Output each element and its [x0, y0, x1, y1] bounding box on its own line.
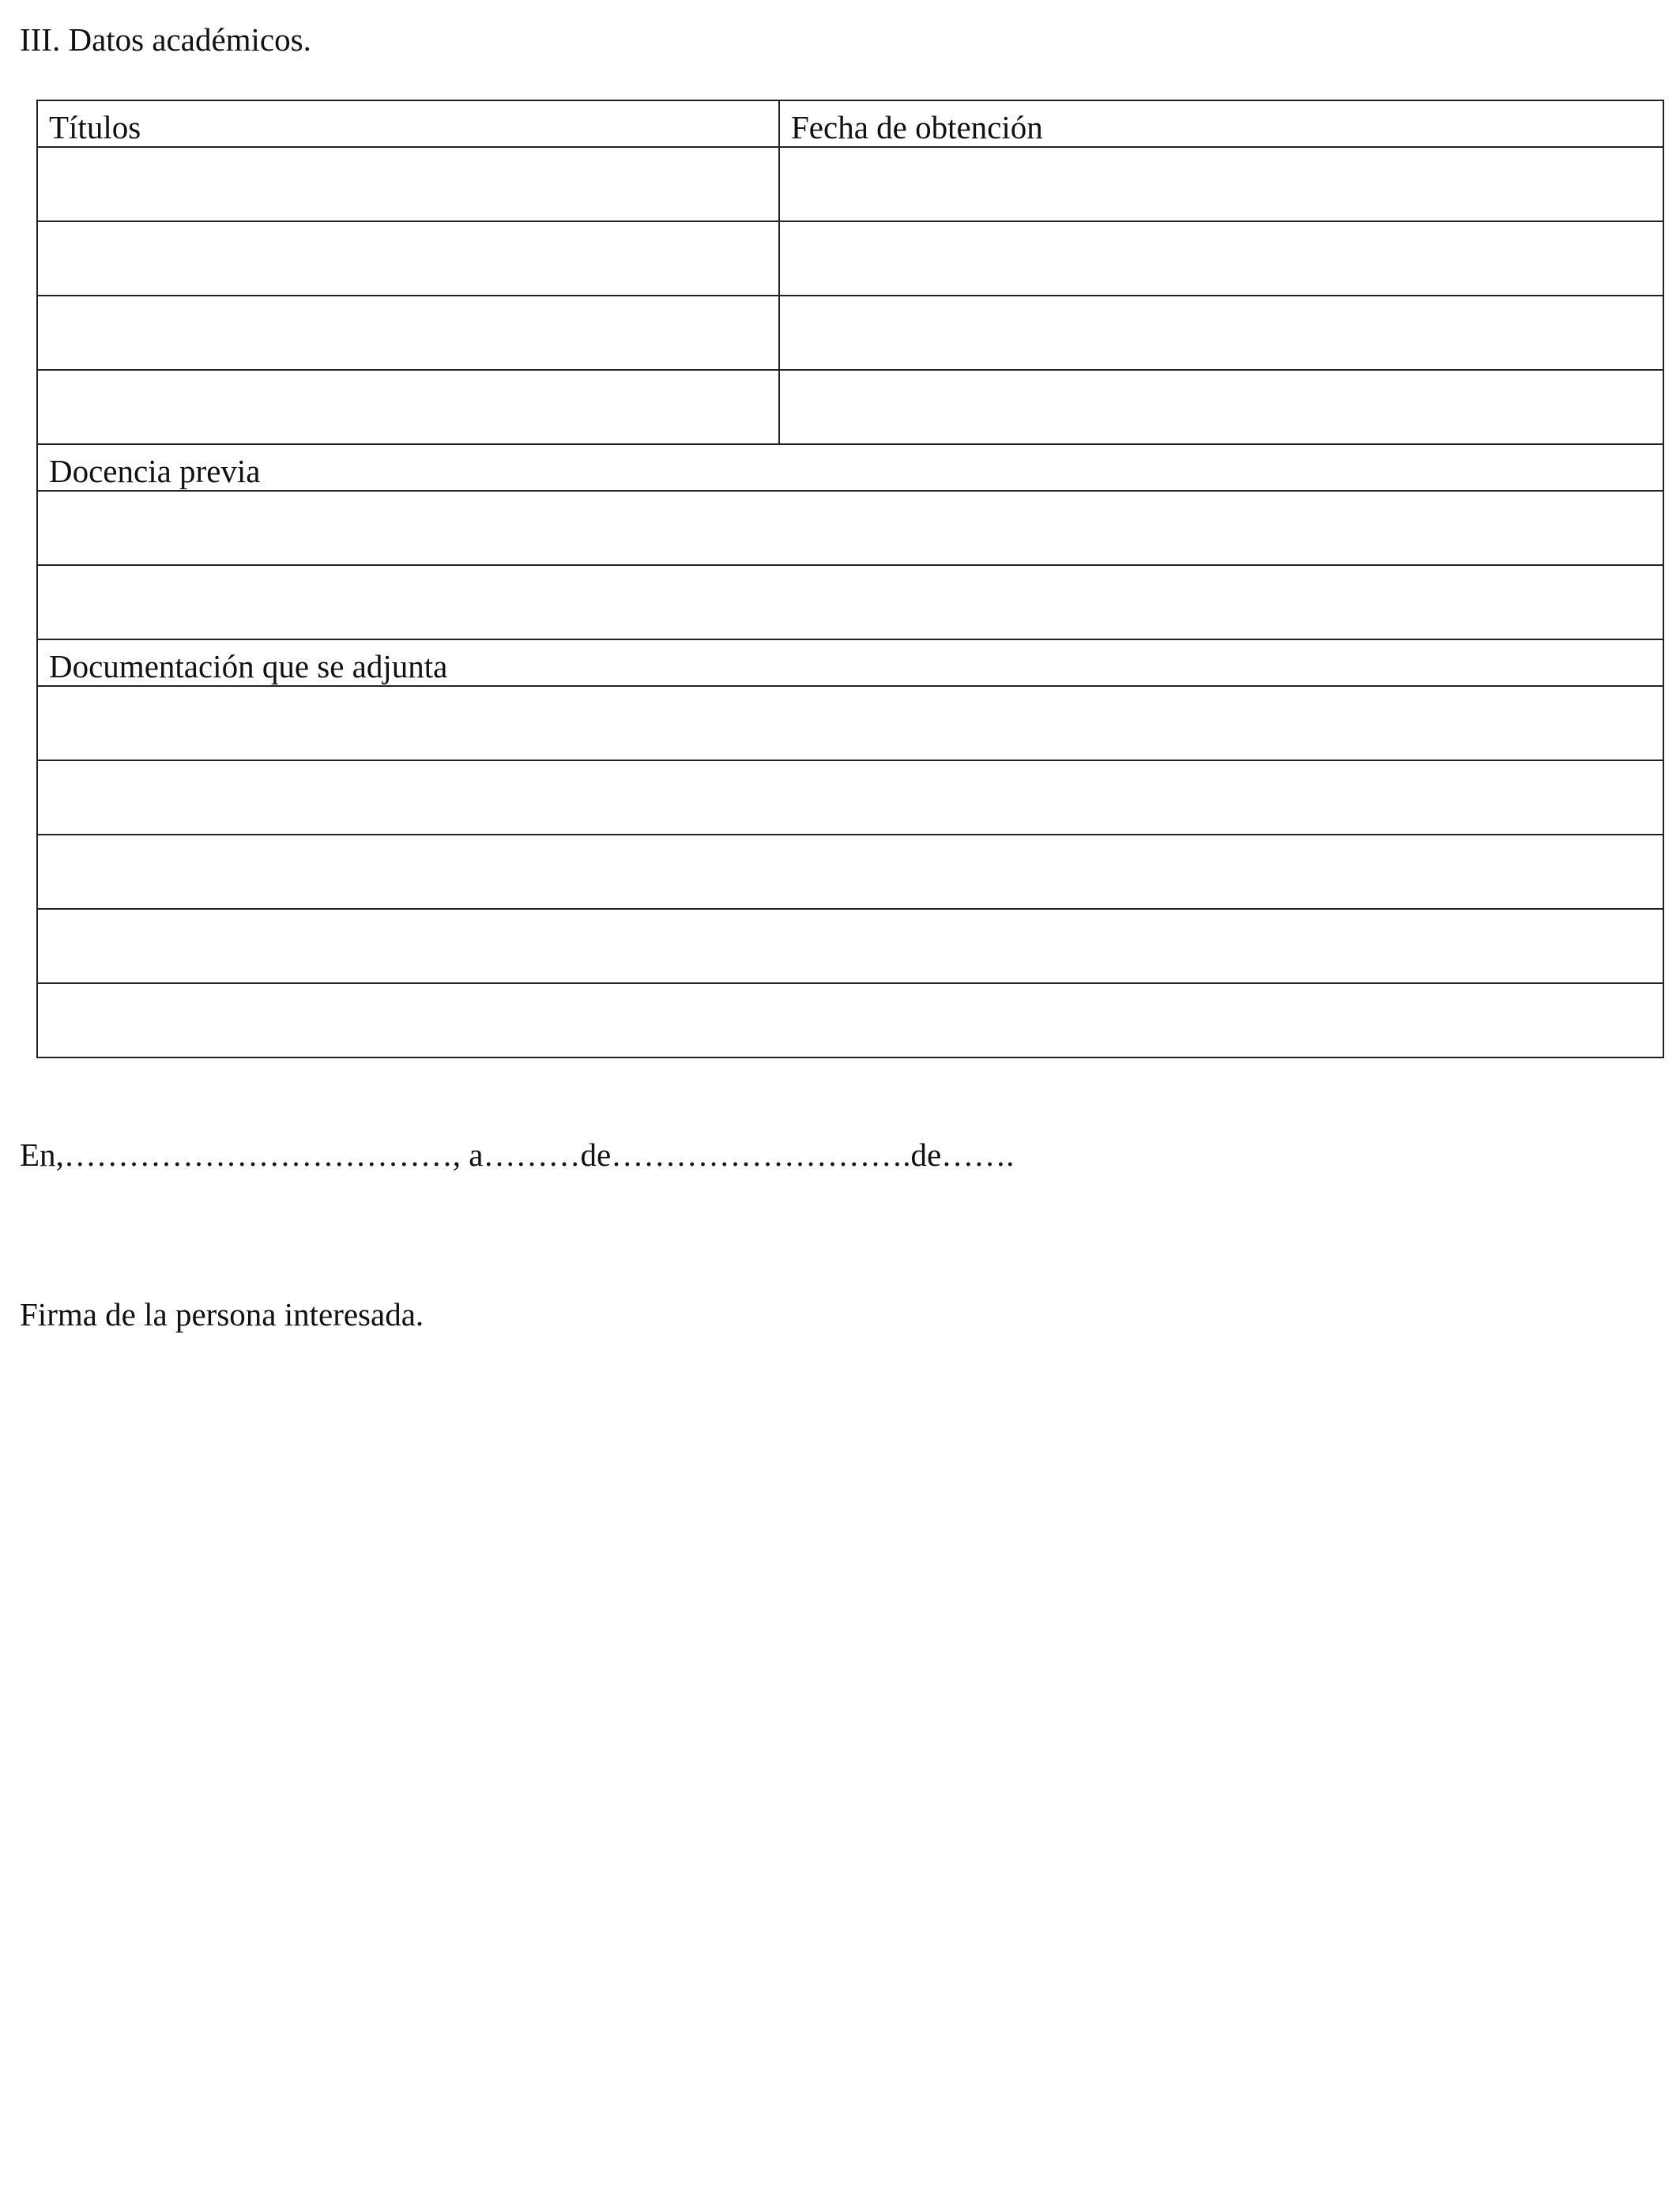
academic-data-table — [36, 100, 1664, 1058]
docencia-header-row — [37, 444, 1663, 491]
documentacion-entry-row — [37, 909, 1663, 983]
docencia-entry-row — [37, 565, 1663, 639]
date-entry-cell[interactable] — [779, 296, 1663, 370]
documentacion-header-row — [37, 639, 1663, 686]
title-entry-cell[interactable] — [37, 147, 779, 221]
title-entry-cell[interactable] — [37, 221, 779, 296]
titles-header-row — [37, 100, 1663, 147]
documentacion-entry-row — [37, 760, 1663, 835]
docencia-entry-cell[interactable] — [37, 491, 1663, 565]
documentacion-entry-cell[interactable] — [37, 760, 1663, 835]
fecha-obtencion-header: Fecha de obtención — [779, 100, 1663, 147]
documentacion-header: Documentación que se adjunta — [37, 639, 1663, 686]
title-entry-cell[interactable] — [37, 296, 779, 370]
documentacion-entry-cell[interactable] — [37, 686, 1663, 760]
titulos-header: Títulos — [37, 100, 779, 147]
title-entry-row — [37, 147, 1663, 221]
documentacion-entry-row — [37, 686, 1663, 760]
signature-label: Firma de la persona interesada. — [20, 1296, 424, 1333]
docencia-entry-row — [37, 491, 1663, 565]
date-entry-cell[interactable] — [779, 147, 1663, 221]
documentacion-entry-cell[interactable] — [37, 983, 1663, 1057]
documentacion-entry-row — [37, 835, 1663, 909]
docencia-entry-cell[interactable] — [37, 565, 1663, 639]
place-date-line: En,………………………………, a………de……………………….de……. — [20, 1137, 1015, 1173]
docencia-previa-header: Docencia previa — [37, 444, 1663, 491]
date-entry-cell[interactable] — [779, 221, 1663, 296]
documentacion-entry-cell[interactable] — [37, 909, 1663, 983]
title-entry-cell[interactable] — [37, 370, 779, 444]
section-heading: III. Datos académicos. — [20, 21, 311, 58]
title-entry-row — [37, 296, 1663, 370]
documentacion-entry-cell[interactable] — [37, 835, 1663, 909]
title-entry-row — [37, 370, 1663, 444]
documentacion-entry-row — [37, 983, 1663, 1057]
date-entry-cell[interactable] — [779, 370, 1663, 444]
title-entry-row — [37, 221, 1663, 296]
